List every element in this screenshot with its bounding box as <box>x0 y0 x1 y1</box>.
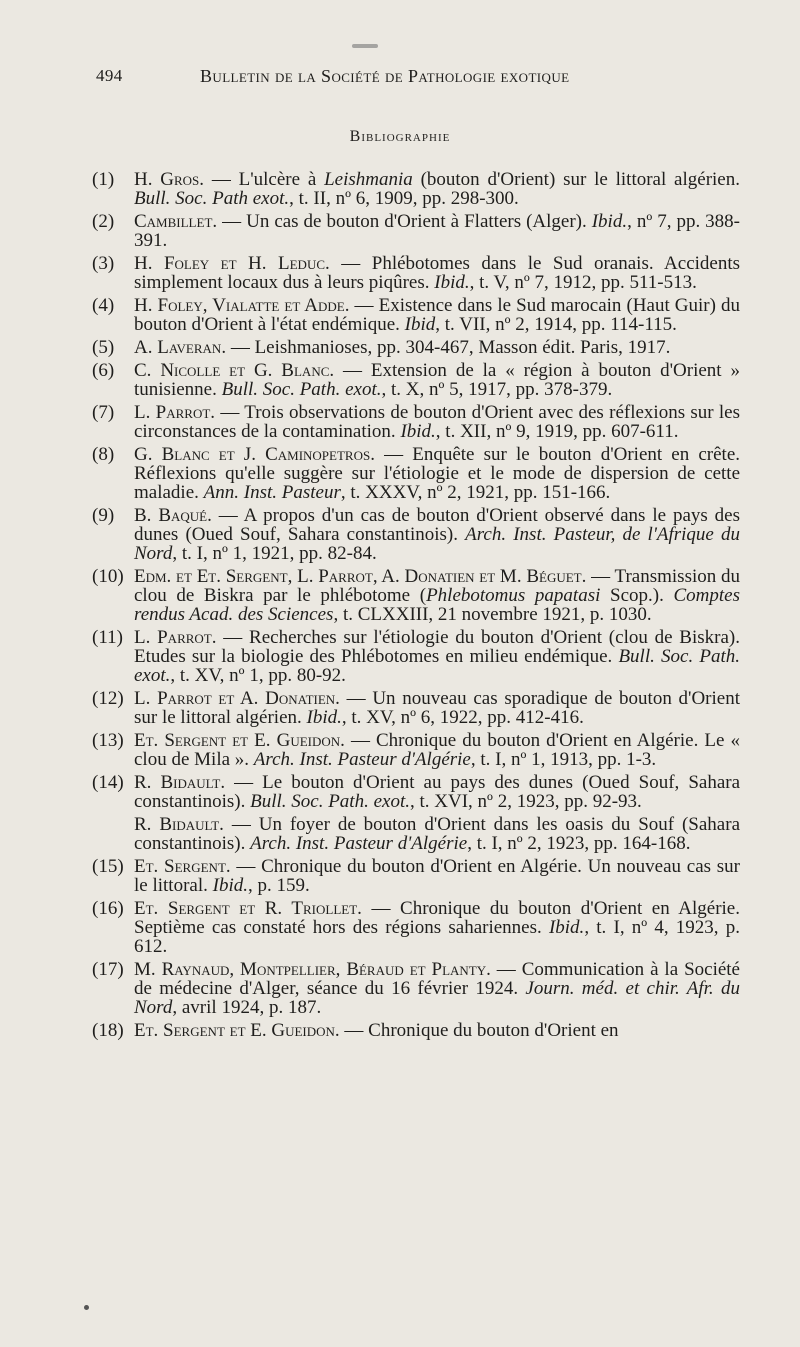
reference-author: R. Bidault. <box>134 814 224 835</box>
reference-text-segment: — Chronique du bouton d'Orient en Algérie. Le « clou de Mila ». <box>134 730 740 770</box>
reference-title-italic: Journ. méd. et chir. Afr. du Nord <box>134 978 740 1018</box>
reference-text-segment: — Chronique du bouton d'Orient en Algérie. Un nouveau cas sur le littoral. <box>134 856 740 896</box>
page-number: 494 <box>96 66 123 85</box>
reference-text-segment: — L'ulcère à <box>204 169 325 190</box>
reference-text-segment: , t. XII, nº 9, 1919, pp. 607-611. <box>435 421 679 442</box>
reference-text <box>134 731 740 769</box>
reference-author: B. Baqué. <box>134 505 212 526</box>
reference-text-segment: — Extension de la « région à bouton d'Orient » tunisienne. <box>134 360 740 400</box>
reference-author: H. Foley et H. Leduc. <box>134 253 330 274</box>
reference-title-italic: Arch. Inst. Pasteur d'Algérie <box>253 749 471 770</box>
reference-title-italic: Phlebotomus papatasi <box>426 585 601 606</box>
reference-number: (9) <box>92 505 115 526</box>
reference-text-segment: , avril 1924, p. 187. <box>172 997 322 1018</box>
reference-title-italic: Ibid. <box>306 707 342 728</box>
reference-number: (13) <box>92 730 124 751</box>
reference-author: R. Bidault. <box>134 772 226 793</box>
reference-entry <box>92 689 740 727</box>
reference-title-italic: Bull. Soc. Path. exot. <box>250 791 410 812</box>
reference-text <box>134 361 740 399</box>
reference-entry <box>92 212 740 250</box>
reference-entry <box>92 857 740 895</box>
reference-number: (18) <box>92 1020 124 1041</box>
reference-text-segment: — Leishmanioses, pp. 304-467, Masson édit. Paris, 1917. <box>226 337 671 358</box>
reference-text-segment: — Trois observations de bouton d'Orient avec des réflexions sur les circonstances de la contamination. <box>134 402 741 442</box>
reference-text <box>134 628 740 685</box>
reference-entry <box>92 628 740 685</box>
reference-text <box>134 403 740 441</box>
reference-text-segment: , t. XV, nº 1, pp. 80-92. <box>170 665 346 686</box>
reference-text-segment: — Communication à la Société de médecine d'Alger, séance du 16 février 1924. <box>134 959 740 999</box>
reference-number: (16) <box>92 898 124 919</box>
reference-text-segment: , t. VII, nº 2, 1914, pp. 114-115. <box>435 314 677 335</box>
reference-number: (15) <box>92 856 124 877</box>
reference-text-segment: — Le bouton d'Orient au pays des dunes (Oued Souf, Sahara constantinois). <box>134 772 741 812</box>
ink-dot <box>84 1305 89 1310</box>
reference-author: L. Parrot. <box>134 627 217 648</box>
reference-entry <box>92 731 740 769</box>
reference-entry <box>92 403 740 441</box>
reference-text-segment: — A propos d'un cas de bouton d'Orient observé dans le pays des dunes (Oued Souf, Sahara constantinois). <box>134 505 741 545</box>
reference-text-segment: , t. XXXV, nº 2, 1921, pp. 151-166. <box>340 482 611 503</box>
reference-title-italic: Bull. Soc. Path. exot. <box>134 646 741 686</box>
reference-text <box>134 689 740 727</box>
reference-title-italic: Bull. Soc. Path. exot. <box>221 379 382 400</box>
reference-author: Edm. et Et. Sergent, L. Parrot, A. Donatien et M. Béguet. <box>134 566 587 587</box>
reference-list <box>92 170 740 1044</box>
reference-title-italic: Ibid. <box>591 211 628 232</box>
reference-text <box>134 170 740 208</box>
reference-number: (14) <box>92 772 124 793</box>
ink-smudge <box>352 44 378 48</box>
reference-entry <box>92 815 740 853</box>
reference-text <box>134 1021 740 1040</box>
reference-title-italic: Ibid <box>404 314 436 335</box>
reference-text-segment: — Un nouveau cas sporadique de bouton d'Orient sur le littoral algérien. <box>134 688 740 728</box>
reference-text <box>134 445 740 502</box>
reference-text-segment: — Chronique du bouton d'Orient en <box>339 1020 619 1041</box>
reference-text-segment: , t. II, nº 6, 1909, pp. 298-300. <box>289 188 519 209</box>
reference-text-segment: , t. V, nº 7, 1912, pp. 511-513. <box>469 272 697 293</box>
reference-title-italic: Ann. Inst. Pasteur <box>203 482 341 503</box>
reference-number: (17) <box>92 959 124 980</box>
reference-number: (12) <box>92 688 124 709</box>
reference-text <box>134 773 740 811</box>
reference-author: Et. Sergent et E. Gueidon. <box>134 1020 340 1041</box>
reference-text-segment: — Enquête sur le bouton d'Orient en crête. Réflexions qu'elle suggère sur l'étiologie et le mode de dispersion de cette maladie. <box>134 444 740 503</box>
reference-author: M. Raynaud, Montpellier, Béraud et Planty. <box>134 959 491 980</box>
reference-text-segment: — Transmission du clou de Biskra par le phlébotome ( <box>134 566 740 606</box>
reference-text-segment: , t. XVI, nº 2, 1923, pp. 92-93. <box>410 791 642 812</box>
reference-text <box>134 506 740 563</box>
reference-author: C. Nicolle et G. Blanc. <box>134 360 335 381</box>
reference-title-italic: Ibid. <box>548 917 585 938</box>
reference-title-italic: Arch. Inst. Pasteur, de l'Afrique du Nord <box>134 524 740 564</box>
reference-text-segment: , t. CLXXIII, 21 novembre 1921, p. 1030. <box>333 604 652 625</box>
reference-text <box>134 815 740 853</box>
reference-number: (4) <box>92 295 115 316</box>
reference-number: (3) <box>92 253 115 274</box>
reference-text-segment: — Existence dans le Sud marocain (Haut Guir) du bouton d'Orient à l'état endémique. <box>134 295 741 335</box>
reference-author: L. Parrot et A. Donatien. <box>134 688 340 709</box>
reference-author: H. Gros. <box>134 169 205 190</box>
reference-text-segment: , t. X, nº 5, 1917, pp. 378-379. <box>381 379 613 400</box>
reference-text <box>134 254 740 292</box>
reference-text-segment: — Chronique du bouton d'Orient en Algérie. Septième cas constaté hors des régions sahariennes. <box>134 898 740 938</box>
reference-entry <box>92 338 740 357</box>
reference-number: (6) <box>92 360 115 381</box>
reference-author: Et. Sergent et R. Triollet. <box>134 898 362 919</box>
reference-number: (8) <box>92 444 115 465</box>
reference-text <box>134 338 740 357</box>
reference-entry <box>92 445 740 502</box>
journal-title: Bulletin de la Société de Pathologie exotique <box>200 66 570 86</box>
reference-entry <box>92 567 740 624</box>
reference-text <box>134 567 740 624</box>
reference-text <box>134 960 740 1017</box>
reference-text-segment: , nº 7, pp. 388-391. <box>134 211 740 251</box>
reference-author: Et. Sergent. <box>134 856 231 877</box>
reference-text-segment: , p. 159. <box>247 875 310 896</box>
reference-text-segment: , t. I, nº 4, 1923, p. 612. <box>134 917 740 957</box>
reference-entry <box>92 254 740 292</box>
reference-text-segment: , t. I, nº 1, 1921, pp. 82-84. <box>172 543 377 564</box>
reference-title-italic: Comptes rendus Acad. des Sciences <box>134 585 740 625</box>
reference-text-segment: — Un cas de bouton d'Orient à Flatters (Alger). <box>217 211 592 232</box>
reference-text-segment: Scop.). <box>600 585 674 606</box>
reference-text-segment: , t. I, nº 1, 1913, pp. 1-3. <box>470 749 657 770</box>
reference-text-segment: — Un foyer de bouton d'Orient dans les oasis du Souf (Sahara constantinois). <box>134 814 740 854</box>
reference-entry <box>92 506 740 563</box>
reference-number: (1) <box>92 169 115 190</box>
reference-number: (2) <box>92 211 115 232</box>
reference-entry <box>92 296 740 334</box>
reference-text-segment: , t. XV, nº 6, 1922, pp. 412-416. <box>341 707 584 728</box>
reference-text <box>134 899 740 956</box>
reference-title-italic: Ibid. <box>212 875 248 896</box>
reference-text-segment: — Recherches sur l'étiologie du bouton d'Orient (clou de Biskra). Etudes sur la biologie des Phlébotomes en milieu endémique. <box>134 627 740 667</box>
reference-entry <box>92 773 740 811</box>
reference-author: L. Parrot. <box>134 402 216 423</box>
reference-text-segment: — Phlébotomes dans le Sud oranais. Accidents simplement locaux dus à leurs piqûres. <box>134 253 741 293</box>
reference-author: G. Blanc et J. Caminopetros. <box>134 444 375 465</box>
reference-title-italic: Ibid. <box>400 421 436 442</box>
reference-author: H. Foley, Vialatte et Adde. <box>134 295 350 316</box>
reference-entry <box>92 361 740 399</box>
reference-text <box>134 212 740 250</box>
reference-number: (11) <box>92 627 123 648</box>
reference-author: Et. Sergent et E. Gueidon. <box>134 730 345 751</box>
reference-title-italic: Bull. Soc. Path exot. <box>134 188 290 209</box>
reference-text <box>134 857 740 895</box>
reference-entry <box>92 899 740 956</box>
reference-title-italic: Arch. Inst. Pasteur d'Algérie <box>250 833 468 854</box>
section-title: Bibliographie <box>349 128 451 145</box>
reference-text <box>134 296 740 334</box>
reference-text-segment: (bouton d'Orient) sur le littoral algérien. <box>412 169 740 190</box>
reference-text-segment: , t. I, nº 2, 1923, pp. 164-168. <box>467 833 691 854</box>
reference-author: A. Laveran. <box>134 337 227 358</box>
reference-author: Cambillet. <box>134 211 218 232</box>
reference-entry <box>92 1021 740 1040</box>
reference-number: (5) <box>92 337 115 358</box>
reference-number: (7) <box>92 402 115 423</box>
reference-entry <box>92 170 740 208</box>
reference-title-italic: Leishmania <box>324 169 413 190</box>
reference-title-italic: Ibid. <box>434 272 470 293</box>
reference-entry <box>92 960 740 1017</box>
reference-number: (10) <box>92 566 124 587</box>
